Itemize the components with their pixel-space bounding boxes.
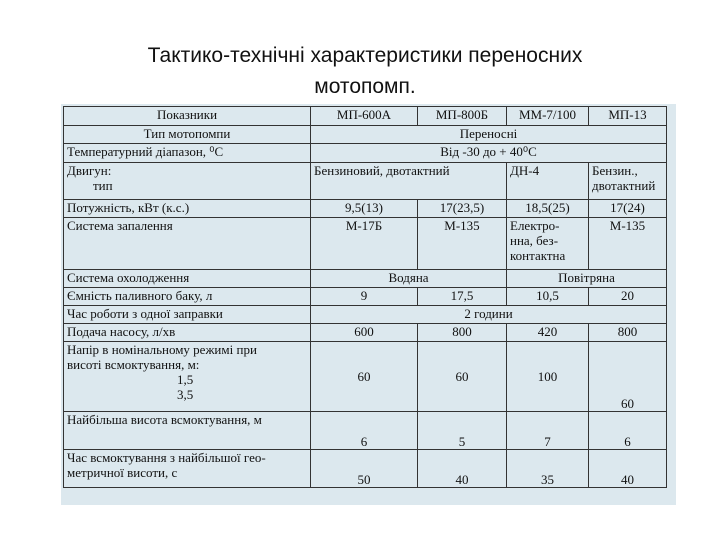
- header-label: Показники: [64, 107, 311, 126]
- table-row: [64, 200, 667, 218]
- header-model-mp600a: МП-600А: [311, 107, 418, 126]
- temperature-value: Від -30 до + 40⁰С: [311, 144, 667, 163]
- flow-mm7-100: 420: [507, 324, 589, 342]
- table-row: [64, 218, 667, 270]
- head-height-2: 3,5: [177, 387, 194, 402]
- table-row: [64, 126, 667, 144]
- title-line-1: Тактико-технічні характеристики переносних: [147, 44, 583, 67]
- engine-petrol-value: Бензиновий, двотактний: [311, 163, 507, 200]
- table-row: [64, 306, 667, 324]
- cooling-water: Водяна: [311, 270, 507, 288]
- engine-mp13-value: [589, 163, 667, 200]
- engine-mp13-line1: Бензин.,: [592, 163, 638, 178]
- head-label-line2: висоті всмоктування, м:: [67, 357, 200, 372]
- row-label-ignition: Система запалення: [64, 218, 311, 270]
- suction-time-line1: Час всмоктування з найбільшої гео-: [67, 450, 266, 465]
- tank-mp13: 20: [589, 288, 667, 306]
- ignition-mp13: М-135: [589, 218, 667, 270]
- page-title: [60, 40, 670, 102]
- power-mp600a: 9,5(13): [311, 200, 418, 218]
- pump-type-value: Переносні: [311, 126, 667, 144]
- header-model-mp13: МП-13: [589, 107, 667, 126]
- row-label-tank: Ємність паливного баку, л: [64, 288, 311, 306]
- table-row: [64, 412, 667, 450]
- suction-mp800b: 5: [418, 412, 507, 450]
- header-model-mp800b: МП-800Б: [418, 107, 507, 126]
- title-line-2: мотопомп.: [314, 75, 416, 98]
- engine-mp13-line2: двотактний: [592, 178, 656, 193]
- head-label-line1: Напір в номінальному режимі при: [67, 342, 257, 357]
- suction-mp13: 6: [589, 412, 667, 450]
- engine-label: Двигун:: [67, 163, 112, 178]
- header-model-mm7-100: ММ-7/100: [507, 107, 589, 126]
- ignition-mm7-line2: нна, без-: [510, 233, 559, 248]
- suction-time-mp13: 40: [589, 450, 667, 488]
- ignition-mm7-line3: контактна: [510, 248, 566, 263]
- row-label-flow: Подача насосу, л/хв: [64, 324, 311, 342]
- table-row: [64, 342, 667, 412]
- flow-mp600a: 600: [311, 324, 418, 342]
- row-label-temperature: Температурний діапазон, ⁰С: [64, 144, 311, 163]
- row-label-suction-height: Найбільша висота всмоктування, м: [64, 412, 311, 450]
- ignition-mp800b: М-135: [418, 218, 507, 270]
- table-panel: [61, 104, 676, 505]
- specifications-table: [63, 106, 667, 488]
- table-header-row: [64, 107, 667, 126]
- suction-time-mp800b: 40: [418, 450, 507, 488]
- suction-mp600a: 6: [311, 412, 418, 450]
- ignition-mm7-100: [507, 218, 589, 270]
- runtime-value: 2 години: [311, 306, 667, 324]
- tank-mm7-100: 10,5: [507, 288, 589, 306]
- row-label-runtime: Час роботи з одної заправки: [64, 306, 311, 324]
- table-row: [64, 324, 667, 342]
- row-label-cooling: Система охолодження: [64, 270, 311, 288]
- row-label-engine: [64, 163, 311, 200]
- suction-time-mm7-100: 35: [507, 450, 589, 488]
- table-row: [64, 450, 667, 488]
- table-row: [64, 144, 667, 163]
- power-mm7-100: 18,5(25): [507, 200, 589, 218]
- row-label-power: Потужність, кВт (к.с.): [64, 200, 311, 218]
- engine-type-label: тип: [93, 178, 113, 193]
- tank-mp800b: 17,5: [418, 288, 507, 306]
- ignition-mm7-line1: Електро-: [510, 218, 560, 233]
- table-row: [64, 288, 667, 306]
- head-height-1: 1,5: [177, 372, 194, 387]
- suction-time-mp600a: 50: [311, 450, 418, 488]
- flow-mp800b: 800: [418, 324, 507, 342]
- head-mm7-100: 100: [507, 342, 589, 412]
- head-mp600a: 60: [311, 342, 418, 412]
- tank-mp600a: 9: [311, 288, 418, 306]
- row-label-head: [64, 342, 311, 412]
- table-row: [64, 270, 667, 288]
- row-label-suction-time: [64, 450, 311, 488]
- suction-mm7-100: 7: [507, 412, 589, 450]
- ignition-mp600a: М-17Б: [311, 218, 418, 270]
- table-row: [64, 163, 667, 200]
- cooling-air: Повітряна: [507, 270, 667, 288]
- flow-mp13: 800: [589, 324, 667, 342]
- engine-dn4-value: ДН-4: [507, 163, 589, 200]
- power-mp13: 17(24): [589, 200, 667, 218]
- row-label-pump-type: Тип мотопомпи: [64, 126, 311, 144]
- suction-time-line2: метричної висоти, с: [67, 465, 178, 480]
- head-mp13: 60: [589, 342, 667, 412]
- power-mp800b: 17(23,5): [418, 200, 507, 218]
- head-mp800b: 60: [418, 342, 507, 412]
